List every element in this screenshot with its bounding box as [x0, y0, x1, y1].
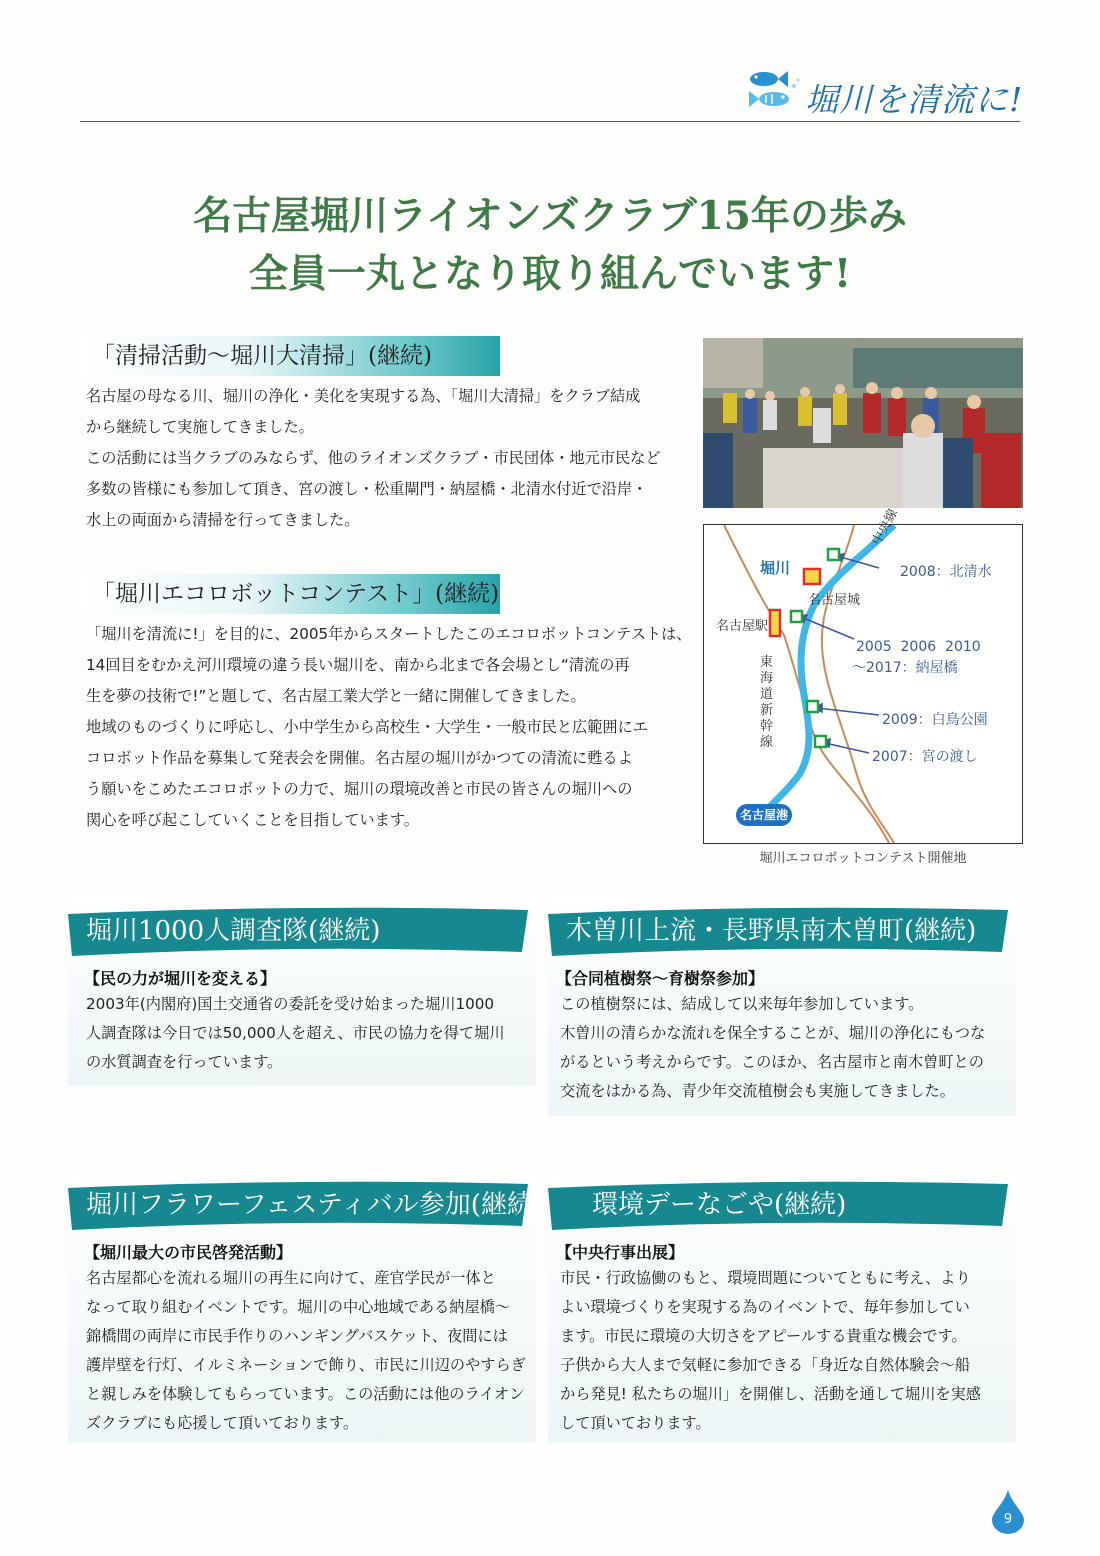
header-rule: [80, 121, 1020, 122]
flower-body: [86, 1264, 526, 1438]
text-line: 関心を呼び起こしていくことを目指しています。: [86, 811, 419, 829]
text-line: 交流をはかる為、青少年交流植樹会も実施してきました。: [560, 1082, 955, 1100]
survey-banner-text: 堀川1000人調査隊(継続): [86, 916, 381, 946]
text-line: よい環境づくりを実現する為のイベントで、毎年参加してい: [560, 1298, 970, 1316]
text-line: 名古屋都心を流れる堀川の再生に向けて、産官学民が一体と: [86, 1269, 496, 1287]
flower-subhead: 【堀川最大の市民啓発活動】: [84, 1243, 293, 1262]
text-line: なって取り組むイベントです。堀川の中心地域である納屋橋〜: [86, 1298, 511, 1316]
survey-subhead: 【民の力が堀川を変える】: [84, 969, 277, 988]
text-line: この植樹祭には、結成して以来毎年参加しています。: [560, 995, 924, 1013]
envday-body: [560, 1264, 981, 1438]
venue-label-nayabashi-1: 2005 2006 2010: [856, 639, 981, 655]
cleanup-body: [86, 381, 661, 536]
text-line: 護岸壁を行灯、イルミネーションで飾り、市民に川辺のやすらぎ: [86, 1356, 526, 1374]
venue-label-nayabashi-2: 〜2017：納屋橋: [852, 660, 958, 676]
brand-title: 堀川を清流に!: [805, 80, 1024, 119]
page-number: 9: [1003, 1512, 1013, 1527]
flower-banner-text: 堀川フラワーフェスティバル参加(継続): [86, 1190, 544, 1220]
text-line: 水上の両面から清掃を行ってきました。: [86, 511, 360, 529]
kiso-banner: [548, 906, 1008, 956]
text-line: して頂いております。: [560, 1414, 711, 1432]
map-label-nagoya-castle: 名古屋城: [808, 593, 861, 608]
text-line: の水質調査を行っています。: [86, 1053, 283, 1071]
text-line: う願いをこめたエコロボットの力で、堀川の環境改善と市民の皆さんの堀川への: [86, 780, 633, 798]
main-title-line2: 全員一丸となり取り組んでいます!: [248, 251, 852, 297]
map-label-chuo-line: 中央線: [869, 506, 902, 548]
chuo-line: [822, 525, 894, 843]
text-line: ます。市民に環境の大切さをアピールする貴重な機会です。: [560, 1327, 967, 1345]
map-label-horikawa: 堀川: [760, 559, 791, 577]
map-label-nagoya-port: 名古屋港: [736, 804, 792, 826]
text-line: 人調査隊は今日では50,000人を超え、市民の協力を得て堀川: [86, 1024, 505, 1042]
survey-body: [86, 990, 505, 1077]
survey-banner: [68, 906, 528, 956]
text-line: コロボット作品を募集して発表会を開催。名古屋の堀川がかつての清流に甦るよ: [86, 749, 633, 767]
kiso-body: [560, 990, 985, 1106]
venue-label-shiratori: 2009：白鳥公園: [882, 712, 988, 728]
cleanup-heading: 「清掃活動〜堀川大清掃」(継続): [92, 343, 432, 369]
text-line: 多数の皆様にも参加して頂き、宮の渡し・松重閘門・納屋橋・北清水付近で沿岸・: [86, 480, 648, 498]
robot-heading-strip: [80, 574, 500, 614]
map-label-shinkansen: 東海道新幹線: [760, 655, 774, 750]
envday-subhead: 【中央行事出展】: [556, 1243, 685, 1262]
venue-marker: [815, 736, 826, 747]
kiso-banner-text: 木曽川上流・長野県南木曽町(継続): [566, 916, 977, 946]
castle-marker: [804, 569, 820, 584]
fish-logo: [738, 66, 804, 112]
text-line: 木曽川の清らかな流れを保全することが、堀川の浄化にもつな: [560, 1024, 986, 1042]
text-line: 名古屋の母なる川、堀川の浄化・美化を実現する為、「堀川大清掃」をクラブ結成: [86, 387, 641, 405]
venue-label-kitashimizu: 2008：北清水: [900, 564, 992, 580]
main-title-line1: 名古屋堀川ライオンズクラブ15年の歩み: [193, 193, 907, 239]
station-marker: [770, 610, 780, 636]
text-line: 「堀川を清流に!」を目的に、2005年からスタートしたこのエコロボットコンテストは、: [86, 625, 692, 643]
text-line: 2003年(内閣府)国土交通省の委託を受け始まった堀川1000: [86, 995, 495, 1013]
kiso-subhead: 【合同植樹祭〜育樹祭参加】: [556, 969, 765, 988]
text-line: 生を夢の技術で!”と題して、名古屋工業大学と一緒に開催してきました。: [86, 687, 586, 705]
cleanup-photo: [703, 338, 1023, 508]
venue-marker: [828, 549, 839, 560]
text-line: から発見! 私たちの堀川」を開催し、活動を通して堀川を実感: [560, 1385, 981, 1403]
text-line: ズクラブにも応援して頂いております。: [86, 1414, 359, 1432]
text-line: 地域のものづくりに呼応し、小中学生から高校生・大学生・一般市民と広範囲にエ: [86, 718, 648, 736]
venue-marker: [791, 611, 802, 622]
cleanup-heading-strip: [80, 336, 500, 376]
robot-heading: 「堀川エコロボットコンテスト」(継続): [92, 581, 500, 607]
venue-marker: [807, 701, 818, 712]
envday-banner: [548, 1180, 1008, 1230]
robot-body: [86, 619, 691, 836]
text-line: と親しみを体験してもらっています。この活動には他のライオン: [86, 1385, 525, 1403]
map-caption: 堀川エコロボットコンテスト開催地: [759, 851, 967, 866]
text-line: 子供から大人まで気軽に参加できる「身近な自然体験会〜船: [560, 1356, 971, 1374]
text-line: 14回目をむかえ河川環境の違う長い堀川を、南から北まで各会場とし“清流の再: [86, 656, 630, 674]
text-line: から継続して実施してきました。: [86, 418, 314, 436]
text-line: がるという考えからです。このほか、名古屋市と南木曽町との: [560, 1053, 984, 1071]
flower-banner: [68, 1180, 544, 1230]
envday-banner-text: 環境デーなごや(継続): [592, 1190, 847, 1220]
text-line: この活動には当クラブのみならず、他のライオンズクラブ・市民団体・地元市民など: [86, 449, 661, 467]
text-line: 市民・行政協働のもと、環境問題についてともに考え、より: [560, 1269, 971, 1287]
map-label-nagoya-station: 名古屋駅: [716, 619, 769, 634]
venue-map: [703, 506, 1023, 844]
venue-label-miyanowatashi: 2007：宮の渡し: [872, 749, 978, 765]
text-line: 錦橋間の両岸に市民手作りのハンギングバスケット、夜間には: [86, 1327, 508, 1345]
